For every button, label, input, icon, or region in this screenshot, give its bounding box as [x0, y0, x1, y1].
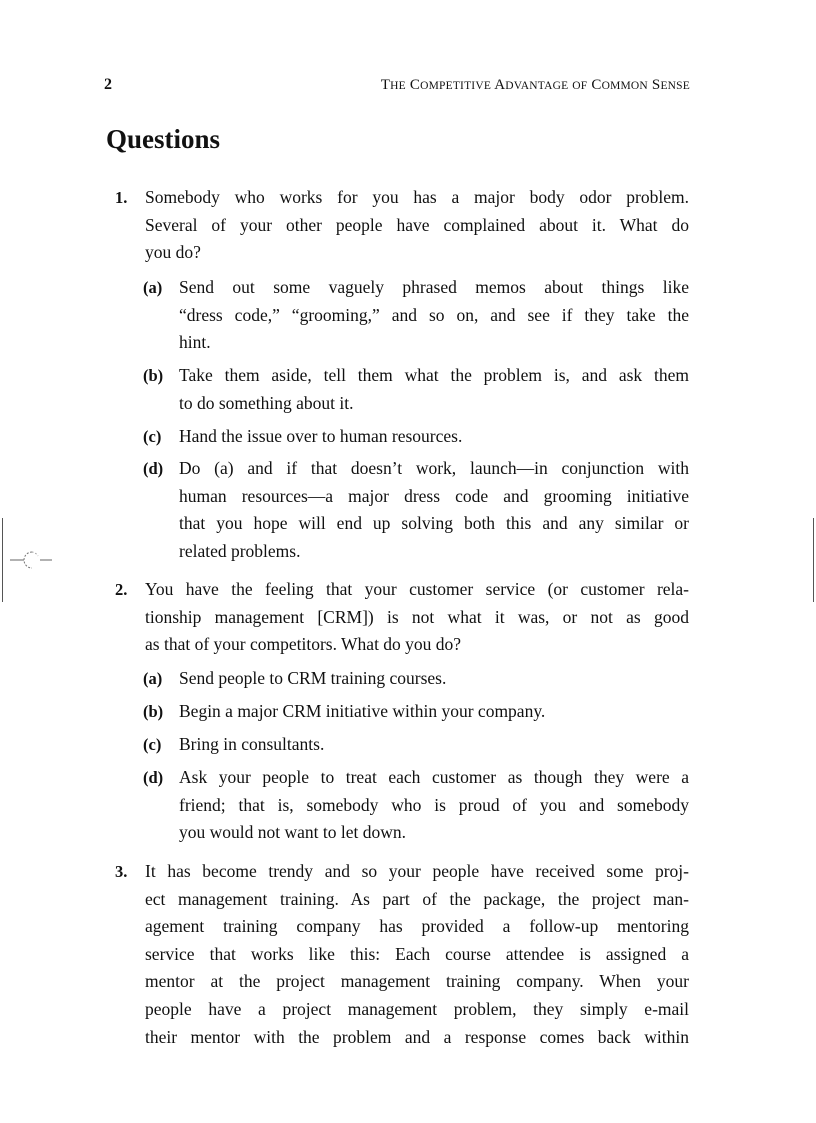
option-2a — [143, 665, 689, 693]
option-1a — [143, 274, 689, 357]
option-letter: (c) — [143, 427, 162, 446]
question-line: agement training company has provided a follow-up mentoring — [145, 916, 689, 937]
option-line: hint. — [179, 332, 211, 353]
question-1 — [115, 184, 689, 267]
option-1c — [143, 423, 689, 451]
running-head-text: THE COMPETITIVE ADVANTAGE OF COMMON SENSE — [380, 77, 690, 93]
option-1d — [143, 455, 689, 565]
question-line: people have a project management problem, they simply e-mail — [145, 998, 689, 1019]
option-2c — [143, 731, 689, 759]
question-number: 2. — [115, 580, 128, 599]
section-title: Questions — [106, 124, 221, 154]
registration-mark-icon — [8, 548, 54, 572]
option-letter: (d) — [143, 459, 164, 478]
option-line: related problems. — [179, 540, 301, 561]
crop-mark-left — [2, 518, 3, 602]
option-letter: (a) — [143, 278, 163, 297]
option-line: Send out some vaguely phrased memos about things like — [179, 277, 689, 297]
option-line: Hand the issue over to human resources. — [179, 426, 463, 446]
option-line: “dress code,” “grooming,” and so on, and see if they take the — [179, 304, 689, 325]
question-line: as that of your competitors. What do you do? — [145, 634, 462, 655]
option-letter: (a) — [143, 669, 163, 688]
option-line: Do (a) and if that doesn’t work, launch—in conjunction with — [179, 458, 689, 478]
crop-mark-right — [813, 518, 814, 602]
question-line: their mentor with the problem and a response comes back within — [145, 1026, 689, 1047]
option-line: you would not want to let down. — [179, 822, 406, 843]
running-head — [381, 77, 690, 94]
option-letter: (d) — [143, 768, 164, 787]
option-line: Begin a major CRM initiative within your company. — [179, 701, 546, 721]
option-line: that you hope will end up solving both this and any similar or — [179, 513, 689, 534]
option-line: Ask your people to treat each customer as though they were a — [179, 767, 689, 787]
option-letter: (c) — [143, 735, 162, 754]
option-line: Send people to CRM training courses. — [179, 668, 447, 688]
option-letter: (b) — [143, 366, 164, 385]
option-line: Bring in consultants. — [179, 734, 325, 754]
question-line: Somebody who works for you has a major body odor problem. — [145, 187, 689, 207]
question-line: Several of your other people have complained about it. What do — [145, 214, 689, 235]
question-line: ect management training. As part of the package, the project man- — [145, 888, 689, 909]
question-line: You have the feeling that your customer service (or customer rela- — [145, 579, 689, 599]
question-3 — [115, 858, 689, 1051]
option-1b — [143, 362, 689, 417]
question-line: mentor at the project management training company. When your — [145, 971, 689, 992]
option-line: human resources—a major dress code and grooming initiative — [179, 485, 689, 506]
question-line: service that works like this: Each course attendee is assigned a — [145, 943, 689, 964]
option-line: Take them aside, tell them what the problem is, and ask them — [179, 365, 689, 385]
question-line: you do? — [145, 242, 201, 263]
question-line: It has become trendy and so your people have received some proj- — [145, 861, 689, 881]
page-number: 2 — [104, 76, 112, 93]
option-line: to do something about it. — [179, 392, 354, 413]
question-2 — [115, 576, 689, 659]
option-2b — [143, 698, 689, 726]
option-2d — [143, 764, 689, 847]
option-letter: (b) — [143, 702, 164, 721]
question-number: 1. — [115, 188, 128, 207]
question-number: 3. — [115, 862, 128, 881]
option-line: friend; that is, somebody who is proud of you and somebody — [179, 794, 689, 815]
question-line: tionship management [CRM]) is not what it was, or not as good — [145, 606, 689, 627]
